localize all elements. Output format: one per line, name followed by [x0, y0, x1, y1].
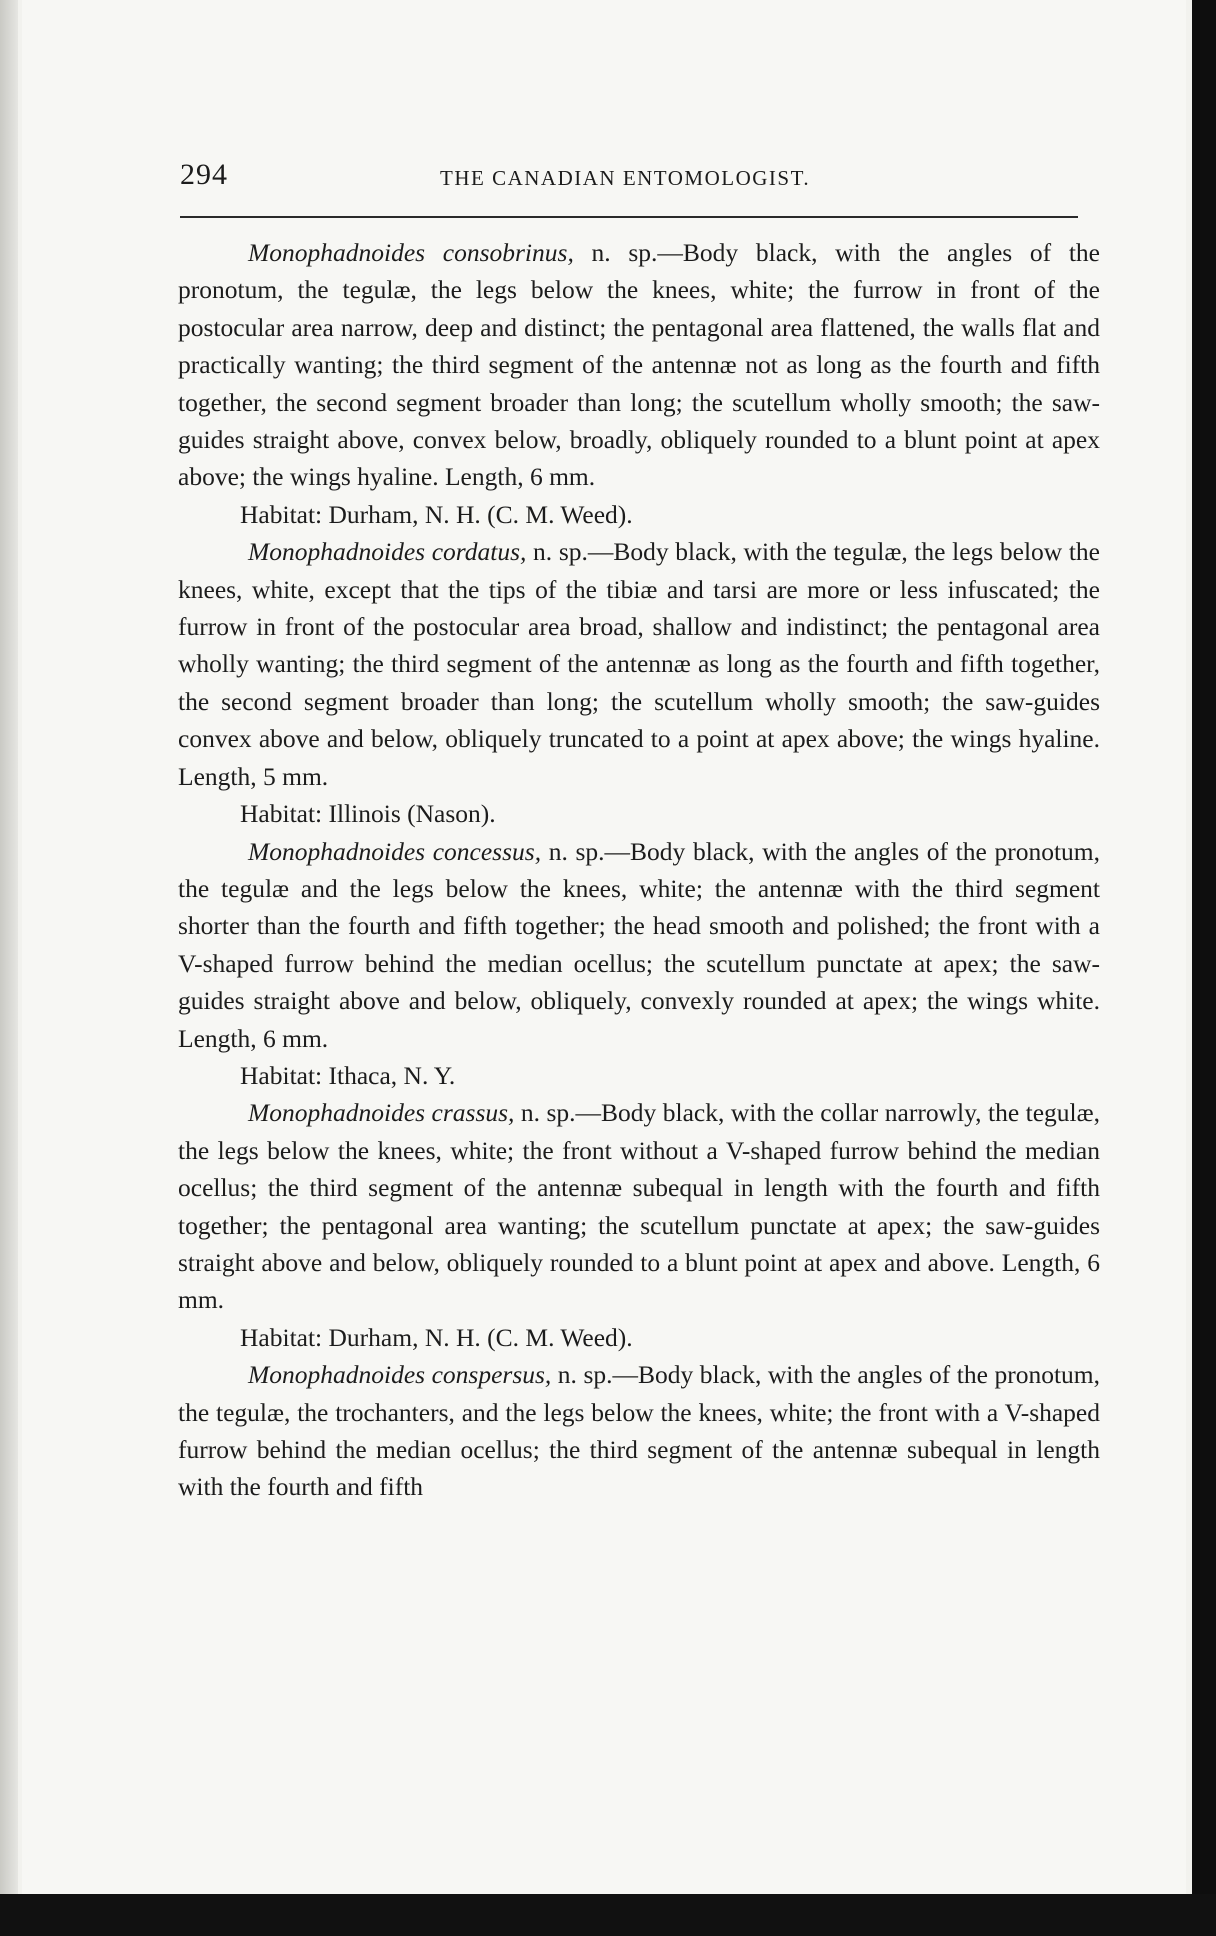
scan-right-edge [1192, 0, 1216, 1936]
habitat-line: Habitat: Ithaca, N. Y. [240, 1060, 456, 1090]
page-number: 294 [180, 158, 228, 191]
species-name: Monophadnoides consobrinus, [248, 238, 574, 267]
description-text: n. sp.—Body black, with the tegulæ, the legs below the knees, white, except that the tips of the tibiæ and tarsi are more or less infuscated; the furrow in front of the postocular area broad, shallow and indistinct; the pentagonal area wholly wanting; the third segment of the antennæ as long as the fourth and fifth together, the second segment broader than long; the scutellum wholly smooth; the saw-guides convex above and below, obliquely truncated to a point at apex above; the wings hyaline. Length, 5 mm. [178, 537, 1100, 791]
species-entry [178, 1356, 1100, 1506]
description-text: n. sp.—Body black, with the angles of the pronotum, the tegulæ, the legs below the knees, white; the furrow in front of the postocular area narrow, deep and distinct; the pentagonal area flattened, the walls flat and practically wanting; the third segment of the antennæ not as long as the fourth and fifth together, the second segment broader than long; the scutellum wholly smooth; the saw-guides straight above, convex below, broadly, obliquely rounded to a blunt point at apex above; the wings hyaline. Length, 6 mm. [178, 238, 1100, 492]
species-description [178, 1094, 1100, 1318]
description-text: n. sp.—Body black, with the angles of the pronotum, the tegulæ and the legs below the knees, white; the antennæ with the third segment shorter than the fourth and fifth together; the head smooth and polished; the front with a V-shaped furrow behind the median ocellus; the scutellum punctate at apex; the saw-guides straight above and below, obliquely, convexly rounded at apex; the wings white. Length, 6 mm. [178, 836, 1101, 1053]
running-title: THE CANADIAN ENTOMOLOGIST. [440, 166, 811, 190]
species-name: Monophadnoides crassus, [248, 1098, 515, 1128]
description-text: n. sp.—Body black, with the collar narrowly, the tegulæ, the legs below the knees, white; the front without a V-shaped furrow behind the median ocellus; the third segment of the antennæ subequal in length with the fourth and fifth together; the pentagonal area wanting; the scutellum punctate at apex; the saw-guides straight above and below, obliquely rounded to a blunt point at apex and above. Length, 6 mm. [178, 1098, 1100, 1315]
species-name: Monophadnoides concessus, [248, 836, 542, 866]
species-entry [178, 234, 1100, 533]
species-description [178, 1356, 1100, 1506]
habitat-line: Habitat: Illinois (Nason). [240, 799, 496, 829]
scan-left-edge [0, 0, 18, 1936]
species-name: Monophadnoides conspersus, [248, 1360, 552, 1390]
species-entry [178, 533, 1100, 832]
species-entry [178, 1094, 1100, 1356]
species-description [178, 833, 1100, 1057]
species-entry [178, 833, 1100, 1095]
species-description [178, 234, 1100, 496]
description-text: n. sp.—Body black, with the angles of the pronotum, the tegulæ, the trochanters, and the legs below the knees, white; the front with a V-shaped furrow behind the median ocellus; the third segment of the antennæ subequal in length with the fourth and fifth [178, 1360, 1100, 1502]
species-description [178, 533, 1100, 795]
scan-bottom-edge [0, 1894, 1216, 1936]
header-rule [180, 216, 1078, 218]
text-body [178, 234, 1100, 1506]
habitat-line: Habitat: Durham, N. H. (C. M. Weed). [240, 499, 633, 529]
habitat-line: Habitat: Durham, N. H. (C. M. Weed). [240, 1322, 633, 1352]
page-header [180, 158, 1080, 198]
species-name: Monophadnoides cordatus, [248, 537, 527, 567]
